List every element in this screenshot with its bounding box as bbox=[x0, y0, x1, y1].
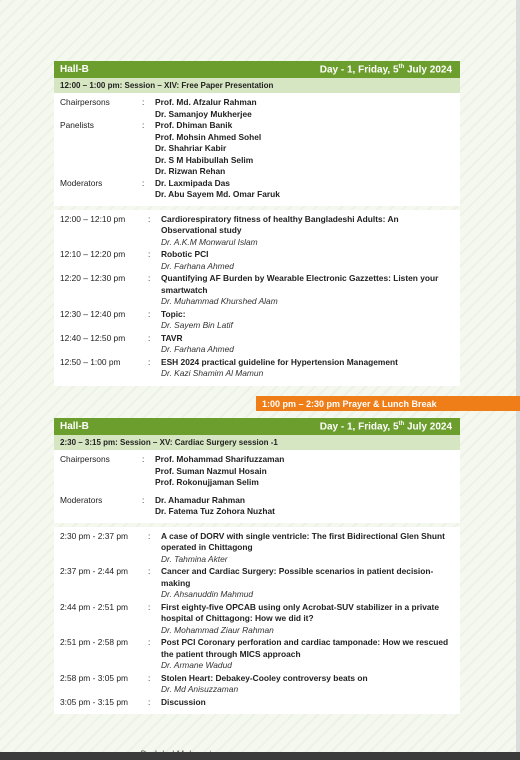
agenda-item: 12:00 – 12:10 pm : Cardiorespiratory fitness of healthy Bangladeshi Adults: An Observational study Dr. A.K.M Monwarul Islam bbox=[60, 213, 399, 247]
session-title: 12:00 – 1:00 pm: Session – XIV: Free Paper Presentation bbox=[54, 78, 460, 93]
session-title: 2:30 – 3:15 pm: Session – XV: Cardiac Surgery session -1 bbox=[54, 435, 460, 450]
hall-name: Hall-B bbox=[60, 421, 89, 432]
session-xiv bbox=[54, 61, 460, 386]
agenda-item: 3:05 pm - 3:15 pm : Discussion bbox=[60, 696, 206, 707]
bottom-bar bbox=[0, 752, 520, 760]
hall-header bbox=[54, 61, 460, 78]
day-date: Day - 1, Friday, 5th July 2024 bbox=[319, 420, 452, 433]
agenda-item: 12:20 – 12:30 pm : Quantifying AF Burden by Wearable Electronic Gazzettes: Listen your smartwatch Dr. Muhammad Khurshed Alam bbox=[60, 273, 439, 306]
day-date: Day - 1, Friday, 5th July 2024 bbox=[319, 63, 452, 76]
hall-name: Hall-B bbox=[60, 64, 89, 75]
agenda-item: 12:50 – 1:00 pm : ESH 2024 practical guideline for Hypertension Management Dr. Kazi Shamim Al Mamun bbox=[60, 356, 398, 378]
role-label: Chairpersons bbox=[60, 454, 110, 464]
role-label: Chairpersons bbox=[60, 97, 110, 107]
roles-block: Chairpersons : Prof. Mohammad Sharifuzzaman Prof. Suman Nazmul Hosain Prof. Rokonujjaman Selim Moderators : Dr. Ahamadur Rahman Dr. Fatema Tuz Zohora Nuzhat bbox=[54, 450, 460, 523]
names: Dr. Ahamadur Rahman Dr. Fatema Tuz Zohora Nuzhat bbox=[155, 494, 275, 516]
agenda-item: 2:44 pm - 2:51 pm : First eighty-five OPCAB using only Acrobat-SUV stabilizer in a private hospital of Chittagong: How we did it? Dr. Mohammad Ziaur Rahman bbox=[60, 601, 439, 635]
agenda-item: 2:51 pm - 2:58 pm : Post PCI Coronary perforation and cardiac tamponade: How we rescued the patient through MICS approach Dr. Armane Wadud bbox=[60, 637, 449, 670]
hall-header bbox=[54, 418, 460, 435]
agenda-item: 2:37 pm - 2:44 pm : Cancer and Cardiac Surgery: Possible scenarios in patient decision-making Dr. Ahsanuddin Mahmud bbox=[60, 566, 434, 599]
agenda-item: 2:30 pm - 2:37 pm : A case of DORV with single ventricle: The first Bidirectional Glen Shunt operated in Chittagong Dr. Tahmina Akter bbox=[60, 530, 445, 564]
agenda-block bbox=[54, 210, 460, 386]
role-label: Moderators bbox=[60, 177, 103, 188]
role-label: Moderators bbox=[60, 494, 103, 505]
names: Prof. Mohammad Sharifuzzaman Prof. Suman Nazmul Hosain Prof. Rokonujjaman Selim bbox=[155, 454, 285, 487]
names: Prof. Dhiman Banik Prof. Mohsin Ahmed Sohel Dr. Shahriar Kabir Dr. S M Habibullah Selim Dr. Rizwan Rehan bbox=[155, 120, 262, 176]
agenda-item: 12:40 – 12:50 pm : TAVR Dr. Farhana Ahmed bbox=[60, 332, 234, 354]
page-edge bbox=[516, 0, 520, 752]
agenda-item: 12:30 – 12:40 pm : Topic: Dr. Sayem Bin Latif bbox=[60, 308, 233, 330]
agenda-block bbox=[54, 527, 460, 715]
names: Dr. Laxmipada Das Dr. Abu Sayem Md. Omar Faruk bbox=[155, 177, 280, 199]
agenda-item: 2:58 pm - 3:05 pm : Stolen Heart: Debakey-Cooley controversy beats on Dr. Md Anisuzzaman bbox=[60, 672, 368, 694]
roles-block: Chairpersons : Prof. Md. Afzalur Rahman Dr. Samanjoy Mukherjee Panelists : Prof. Dhiman Banik Prof. Mohsin Ahmed Sohel Dr. Shahriar Kabir Dr. S M Habibullah Selim Dr. Rizwan Rehan Moderators : Dr. Laxmipada Das Dr. Abu Sayem Md. Omar Faruk bbox=[54, 93, 460, 206]
session-xv bbox=[54, 418, 460, 714]
agenda-item: 12:10 – 12:20 pm : Robotic PCI Dr. Farhana Ahmed bbox=[60, 249, 234, 271]
lunch-break-banner: 1:00 pm – 2:30 pm Prayer & Lunch Break bbox=[256, 396, 520, 411]
names: Prof. Md. Afzalur Rahman Dr. Samanjoy Mukherjee bbox=[155, 97, 257, 119]
role-label: Panelists bbox=[60, 120, 94, 130]
